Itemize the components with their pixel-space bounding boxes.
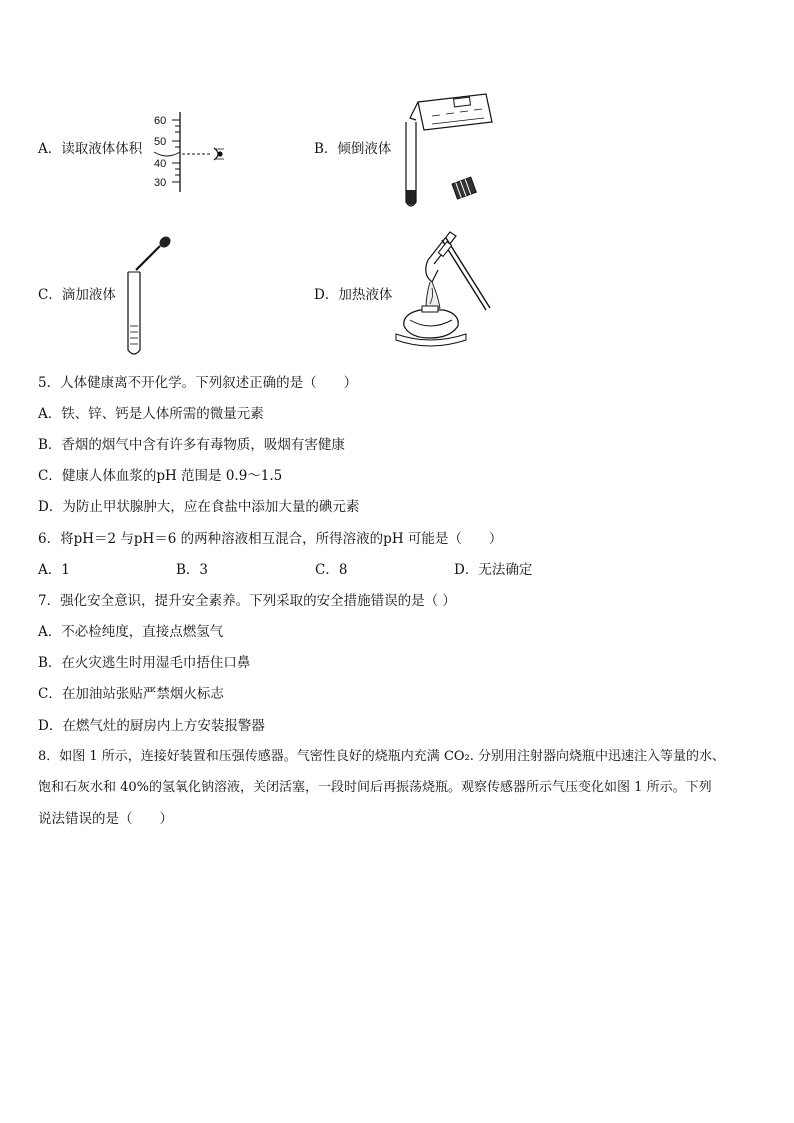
- bottle-stopper-icon: [452, 177, 476, 199]
- option-d-label: D．加热液体: [314, 287, 393, 303]
- scale-mark-50: 50: [154, 136, 167, 148]
- q6-option-b: B．3: [176, 562, 209, 578]
- q5-option-c: C．健康人体血浆的pH 范围是 0.9～1.5: [38, 468, 283, 484]
- q7-option-a: A．不必检纯度，直接点燃氢气: [38, 624, 224, 640]
- q7-stem: 7．强化安全意识，提升安全素养。下列采取的安全措施错误的是（ ）: [38, 593, 456, 609]
- q8-stem-line-1: 8．如图 1 所示，连接好装置和压强传感器。气密性良好的烧瓶内充满 CO₂. 分别用注射器向烧瓶中迅速注入等量的水、: [38, 749, 726, 764]
- dropping-liquid-figure: [120, 234, 180, 360]
- q6-stem: 6．将pH＝2 与pH＝6 的两种溶液相互混合，所得溶液的pH 可能是（ ）: [38, 531, 503, 547]
- scale-mark-60: 60: [154, 115, 167, 127]
- q5-option-b: B．香烟的烟气中含有许多有毒物质，吸烟有害健康: [38, 437, 345, 453]
- q5-stem: 5．人体健康离不开化学。下列叙述正确的是（ ）: [38, 375, 358, 391]
- q6-option-a: A．1: [38, 562, 70, 578]
- q8-stem-line-2: 饱和石灰水和 40%的氢氧化钠溶液，关闭活塞，一段时间后再振荡烧瓶。观察传感器所示气压变化如图 1 所示。下列: [38, 780, 712, 795]
- q6-option-d: D．无法确定: [454, 562, 533, 578]
- graduated-cylinder-reading-figure: [148, 108, 238, 196]
- heating-liquid-figure: [392, 226, 492, 354]
- scale-mark-40: 40: [154, 158, 167, 170]
- pouring-liquid-figure: [396, 92, 506, 212]
- option-b-label: B．倾倒液体: [314, 141, 392, 157]
- q7-option-b: B．在火灾逃生时用湿毛巾捂住口鼻: [38, 655, 251, 671]
- option-a-label: A．读取液体体积: [38, 141, 143, 157]
- option-c-label: C．滴加液体: [38, 287, 116, 303]
- q7-option-d: D．在燃气灶的厨房内上方安装报警器: [38, 718, 265, 734]
- q5-option-a: A．铁、锌、钙是人体所需的微量元素: [38, 406, 264, 422]
- q6-option-c: C．8: [315, 562, 348, 578]
- eye-icon: [214, 148, 224, 160]
- q7-option-c: C．在加油站张贴严禁烟火标志: [38, 686, 224, 702]
- q8-stem-line-3: 说法错误的是（ ）: [38, 811, 173, 827]
- q5-option-d: D．为防止甲状腺肿大，应在食盐中添加大量的碘元素: [38, 499, 360, 515]
- scale-mark-30: 30: [154, 177, 167, 189]
